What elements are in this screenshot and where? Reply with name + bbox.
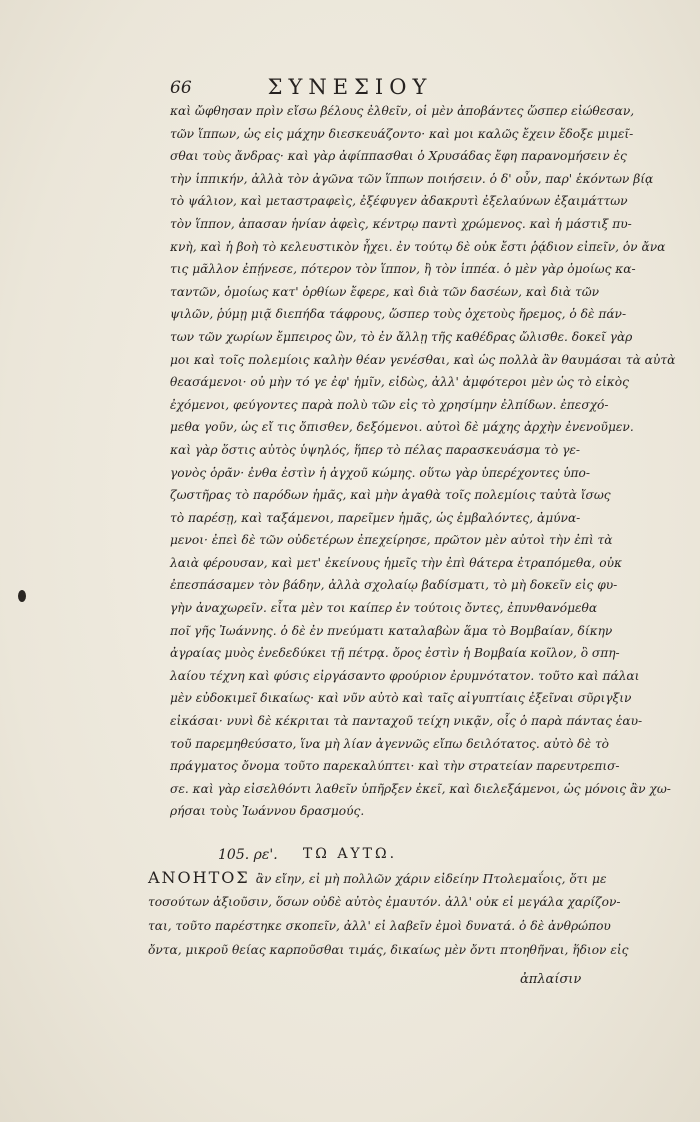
text-line: σθαι τοὺς ἄνδρας· καὶ γὰρ ἀφίππασθαι ὁ Χρυσάδας ἔφη παρανομήσειν ἐς: [170, 149, 627, 164]
catchword: ἀπλαίσιν: [520, 972, 582, 987]
letter-number: 105. ρε'.: [218, 847, 278, 863]
text-line: ἐχόμενοι, φεύγοντες παρὰ πολὺ τῶν εἰς τὸ χρησίμην ἐλπίδων. ἐπεσχό-: [170, 397, 609, 412]
letter-title: ΤΩ ΑΥΤΩ.: [302, 846, 398, 862]
ink-spot: [18, 590, 26, 602]
text-line: πράγματος ὄνομα τοῦτο παρεκαλύπτει· καὶ τὴν στρατείαν παρευτρεπισ-: [170, 759, 620, 774]
text-line: κνὴ, καὶ ἡ βοὴ τὸ κελευστικὸν ἦχει. ἐν τούτῳ δὲ οὐκ ἔστι ῥᾴδιον εἰπεῖν, ὁν ἄνα: [170, 239, 666, 254]
text-line: μοι καὶ τοῖς πολεμίοις καλὴν θέαν γενέσθαι, καὶ ὡς πολλὰ ἂν θαυμάσαι τὰ αὐτὰ: [170, 352, 676, 367]
letter-text: [148, 866, 629, 962]
text-line: λαίου τέχνη καὶ φύσις εἰργάσαντο φρούριον ἐρυμνότατον. τοῦτο καὶ πάλαι: [170, 668, 640, 683]
text-line: μενοι· ἐπεὶ δὲ τῶν οὐδετέρων ἐπεχείρησε, πρῶτον μὲν αὐτοὶ τὴν ἐπὶ τὰ: [170, 533, 613, 548]
text-line: καὶ ὤφθησαν πρὶν εἴσω βέλους ἐλθεῖν, οἱ μὲν ἀποβάντες ὥσπερ εἰώθεσαν,: [170, 104, 635, 118]
text-line: τὸ ψάλιον, καὶ μεταστραφεὶς, ἐξέφυγεν ἀδακρυτὶ ἐξελαύνων ἐξαιμάττων: [170, 194, 628, 209]
text-line: ψιλῶν, ῥύμῃ μιᾷ διεπήδα τάφρους, ὥσπερ τοὺς ὀχετοὺς ἤρεμος, ὁ δὲ πάν-: [170, 307, 627, 322]
text-line: γὴν ἀναχωρεῖν. εἶτα μὲν τοι καίπερ ἐν τούτοις ὄντες, ἐπυνθανόμεθα: [170, 601, 598, 616]
text-line: ἐπεσπάσαμεν τὸν βάδην, ἀλλὰ σχολαίῳ βαδίσματι, τὸ μὴ δοκεῖν εἰς φυ-: [170, 578, 618, 593]
text-line: μεθα γοῦν, ὡς εἴ τις ὄπισθεν, δεξόμενοι. αὐτοὶ δὲ μάχης ἀρχὴν ἐνενοῦμεν.: [170, 420, 634, 435]
text-line: τὴν ἱππικήν, ἀλλὰ τὸν ἀγῶνα τῶν ἵππων ποιήσειν. ὁ δ' οὖν, παρ' ἑκόντων βίᾳ: [170, 171, 654, 186]
text-line: εἰκάσαι· νυνὶ δὲ κέκριται τὰ πανταχοῦ τείχη νικᾷν, οἷς ὁ παρὰ πάντας ἑαυ-: [170, 714, 643, 729]
running-head: ΣΥΝΕΣΙΟΥ: [267, 75, 433, 99]
text-line: καὶ γὰρ ὅστις αὐτὸς ὑψηλός, ἥπερ τὸ πέλας παρασκευάσμα τὸ γε-: [170, 442, 581, 457]
page-header: [0, 72, 700, 102]
text-line: σε. καὶ γὰρ εἰσελθόντι λαθεῖν ὑπῆρξεν ἐκεῖ, καὶ διελεξάμενοι, ὡς μόνοις ἂν χω-: [170, 781, 671, 796]
text-line: μὲν εὐδοκιμεῖ δικαίως· καὶ νῦν αὐτὸ καὶ ταῖς αἰγυπτίαις ἐξεῖναι σῦριγξιν: [170, 691, 632, 706]
text-line: τὸν ἵππον, ἀπασαν ἡνίαν ἀφεὶς, κέντρῳ παντὶ χρώμενος. καὶ ἡ μάστιξ πυ-: [170, 216, 632, 231]
page-number: 66: [170, 78, 192, 98]
letter-line-text: ὄντα, μικροῦ θείας καρποῦσθαι τιμάς, δικαίως μὲν ὄντι πτοηθῆναι, ἥδιον εἰς: [148, 943, 629, 957]
letter-incipit: ΑΝΟΗΤΟΣ: [148, 868, 250, 887]
text-line: ἀγραίας μυὸς ἐνεδεδύκει τῇ πέτρᾳ. ὄρος ἐστὶν ἡ Βομβαία κοῖλον, ὃ σπη-: [170, 646, 620, 661]
letter-line: [148, 866, 607, 890]
letter-line: [148, 890, 621, 914]
letter-line-text: τοσούτων ἀξιοῦσιν, ὅσων οὐδὲ αὐτὸς ἐμαυτόν. ἀλλ' οὐκ εἰ μεγάλα χαρίζον-: [148, 895, 621, 909]
letter-line-text: ἂν εἴην, εἰ μὴ πολλῶν χάριν εἰδείην Πτολεμαΐοις, ὅτι με: [255, 872, 607, 886]
text-line: τοῦ παρεμηθεύσατο, ἵνα μὴ λίαν ἀγεννῶς εἴπω δειλότατος. αὐτὸ δὲ τὸ: [170, 736, 610, 751]
text-line: ρήσαι τοὺς Ἰωάννου δρασμούς.: [170, 804, 365, 819]
text-line: τὸ παρέσῃ, καὶ ταξάμενοι, παρεῖμεν ἡμᾶς, ὡς ἐμβαλόντες, ἀμύνα-: [170, 510, 581, 525]
letter-line: [148, 914, 611, 938]
text-line: ποῖ γῆς Ἰωάννης. ὁ δὲ ἐν πνεύματι καταλαβὼν ἅμα τὸ Βομβαίαν, δίκην: [170, 623, 613, 638]
text-line: ζωστῆρας τὸ παρόδων ἡμᾶς, καὶ μὴν ἀγαθὰ τοῖς πολεμίοις ταὐτὰ ἴσως: [170, 488, 611, 503]
letter-line: [148, 938, 629, 962]
text-line: τῶν ἵππων, ὡς εἰς μάχην διεσκευάζοντο· καὶ μοι καλῶς ἔχειν ἔδοξε μιμεῖ-: [170, 126, 634, 141]
text-line: ταντῶν, ὁμοίως κατ' ὀρθίων ἔφερε, καὶ διὰ τῶν δασέων, καὶ διὰ τῶν: [170, 284, 600, 299]
text-line: γονὸς ὁρᾶν· ἐνθα ἐστὶν ἡ ἀγχοῦ κώμης. οὕτω γὰρ ὑπερέχοντες ὑπο-: [170, 465, 590, 480]
body-text: [170, 100, 676, 823]
text-line: λαιὰ φέρουσαν, καὶ μετ' ἐκείνους ἡμεῖς τὴν ἐπὶ θάτερα ἐτραπόμεθα, οὐκ: [170, 555, 622, 570]
text-line: τις μᾶλλον ἐπῄνεσε, πότερον τὸν ἵππον, ἢ τὸν ἱππέα. ὁ μὲν γὰρ ὁμοίως κα-: [170, 262, 636, 277]
text-line: των τῶν χωρίων ἔμπειρος ὢν, τὸ ἐν ἄλλῃ τῆς καθέδρας ὤλισθε. δοκεῖ γὰρ: [170, 329, 633, 344]
text-line: θεασάμενοι· οὐ μὴν τό γε ἐφ' ἡμῖν, εἰδὼς, ἀλλ' ἀμφότεροι μὲν ὡς τὸ εἰκὸς: [170, 375, 629, 390]
letter-line-text: ται, τοῦτο παρέστηκε σκοπεῖν, ἀλλ' εἰ λαβεῖν ἐμοὶ δυνατά. ὁ δὲ ἀνθρώπου: [148, 919, 611, 933]
